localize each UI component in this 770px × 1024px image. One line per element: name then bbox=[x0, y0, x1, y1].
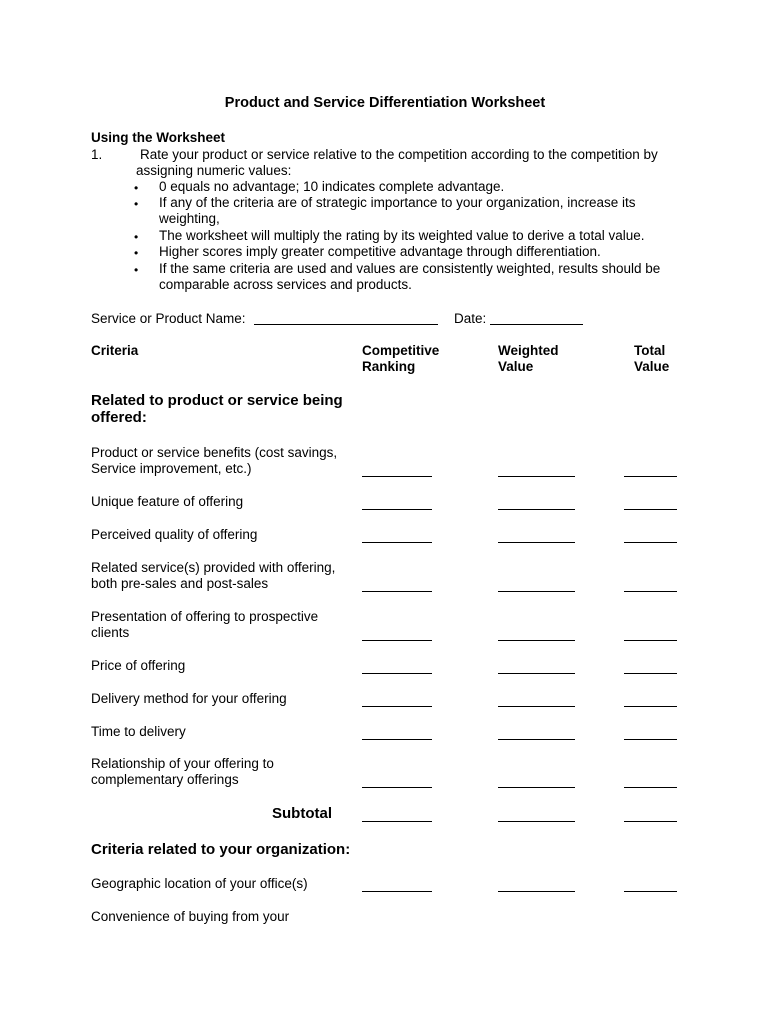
ranking-blank[interactable] bbox=[362, 787, 432, 788]
ranking-blank[interactable] bbox=[362, 739, 432, 740]
weighted-header-line2: Value bbox=[498, 359, 534, 374]
bullet-icon: • bbox=[134, 181, 139, 195]
bullet-icon: • bbox=[134, 197, 139, 211]
weighted-blank[interactable] bbox=[498, 673, 575, 674]
ranking-blank[interactable] bbox=[362, 591, 432, 592]
weighted-blank[interactable] bbox=[498, 739, 575, 740]
criteria-label: Convenience of buying from your bbox=[91, 909, 290, 924]
name-field[interactable] bbox=[254, 324, 438, 325]
step-text-line1: Rate your product or service relative to the competition according to the competition by bbox=[140, 147, 658, 162]
subtotal-ranking-blank[interactable] bbox=[362, 821, 432, 822]
total-blank[interactable] bbox=[624, 739, 677, 740]
bullet-icon: • bbox=[134, 263, 139, 277]
weighted-blank[interactable] bbox=[498, 542, 575, 543]
intro-heading: Using the Worksheet bbox=[91, 130, 226, 145]
weighted-blank[interactable] bbox=[498, 509, 575, 510]
date-field[interactable] bbox=[490, 324, 583, 325]
ranking-blank[interactable] bbox=[362, 542, 432, 543]
criteria-label: clients bbox=[91, 625, 130, 640]
weighted-blank[interactable] bbox=[498, 476, 575, 477]
criteria-label: both pre-sales and post-sales bbox=[91, 576, 269, 591]
weighted-blank[interactable] bbox=[498, 787, 575, 788]
criteria-label: Relationship of your offering to bbox=[91, 756, 274, 771]
subtotal-label: Subtotal bbox=[272, 805, 332, 822]
ranking-blank[interactable] bbox=[362, 706, 432, 707]
section2-heading: Criteria related to your organization: bbox=[91, 841, 351, 858]
total-blank[interactable] bbox=[624, 706, 677, 707]
total-blank[interactable] bbox=[624, 509, 677, 510]
weighted-blank[interactable] bbox=[498, 706, 575, 707]
bullet-text: The worksheet will multiply the rating by its weighted value to derive a total value. bbox=[159, 228, 645, 243]
criteria-label: Unique feature of offering bbox=[91, 494, 244, 509]
bullet-text: comparable across services and products. bbox=[159, 277, 412, 292]
total-blank[interactable] bbox=[624, 673, 677, 674]
ranking-blank[interactable] bbox=[362, 509, 432, 510]
subtotal-weighted-blank[interactable] bbox=[498, 821, 575, 822]
total-header-line2: Value bbox=[634, 359, 670, 374]
total-blank[interactable] bbox=[624, 787, 677, 788]
criteria-label: Service improvement, etc.) bbox=[91, 461, 252, 476]
weighted-blank[interactable] bbox=[498, 591, 575, 592]
total-blank[interactable] bbox=[624, 476, 677, 477]
ranking-blank[interactable] bbox=[362, 476, 432, 477]
criteria-label: Perceived quality of offering bbox=[91, 527, 258, 542]
total-blank[interactable] bbox=[624, 542, 677, 543]
ranking-blank[interactable] bbox=[362, 673, 432, 674]
criteria-label: complementary offerings bbox=[91, 772, 239, 787]
section1-heading-line2: offered: bbox=[91, 409, 147, 426]
total-header-line1: Total bbox=[634, 343, 666, 358]
criteria-label: Presentation of offering to prospective bbox=[91, 609, 319, 624]
criteria-label: Geographic location of your office(s) bbox=[91, 876, 308, 891]
name-label: Service or Product Name: bbox=[91, 311, 246, 326]
bullet-text: weighting, bbox=[159, 211, 220, 226]
weighted-blank[interactable] bbox=[498, 640, 575, 641]
ranking-header-line2: Ranking bbox=[362, 359, 416, 374]
bullet-text: If any of the criteria are of strategic importance to your organization, increase its bbox=[159, 195, 636, 210]
ranking-blank[interactable] bbox=[362, 640, 432, 641]
step-number: 1. bbox=[91, 147, 103, 162]
criteria-header: Criteria bbox=[91, 343, 139, 358]
section1-heading-line1: Related to product or service being bbox=[91, 392, 343, 409]
ranking-blank[interactable] bbox=[362, 891, 432, 892]
bullet-text: If the same criteria are used and values are consistently weighted, results should be bbox=[159, 261, 661, 276]
criteria-label: Price of offering bbox=[91, 658, 186, 673]
total-blank[interactable] bbox=[624, 640, 677, 641]
bullet-icon: • bbox=[134, 246, 139, 260]
subtotal-total-blank[interactable] bbox=[624, 821, 677, 822]
criteria-label: Product or service benefits (cost savings, bbox=[91, 445, 338, 460]
weighted-blank[interactable] bbox=[498, 891, 575, 892]
criteria-label: Related service(s) provided with offering, bbox=[91, 560, 336, 575]
bullet-text: Higher scores imply greater competitive advantage through differentiation. bbox=[159, 244, 601, 259]
criteria-label: Delivery method for your offering bbox=[91, 691, 287, 706]
bullet-icon: • bbox=[134, 230, 139, 244]
weighted-header-line1: Weighted bbox=[498, 343, 559, 358]
page-title: Product and Service Differentiation Worksheet bbox=[224, 95, 546, 111]
step-text-line2: assigning numeric values: bbox=[136, 163, 292, 178]
total-blank[interactable] bbox=[624, 591, 677, 592]
total-blank[interactable] bbox=[624, 891, 677, 892]
ranking-header-line1: Competitive bbox=[362, 343, 440, 358]
date-label: Date: bbox=[454, 311, 487, 326]
criteria-label: Time to delivery bbox=[91, 724, 186, 739]
bullet-text: 0 equals no advantage; 10 indicates complete advantage. bbox=[159, 179, 505, 194]
